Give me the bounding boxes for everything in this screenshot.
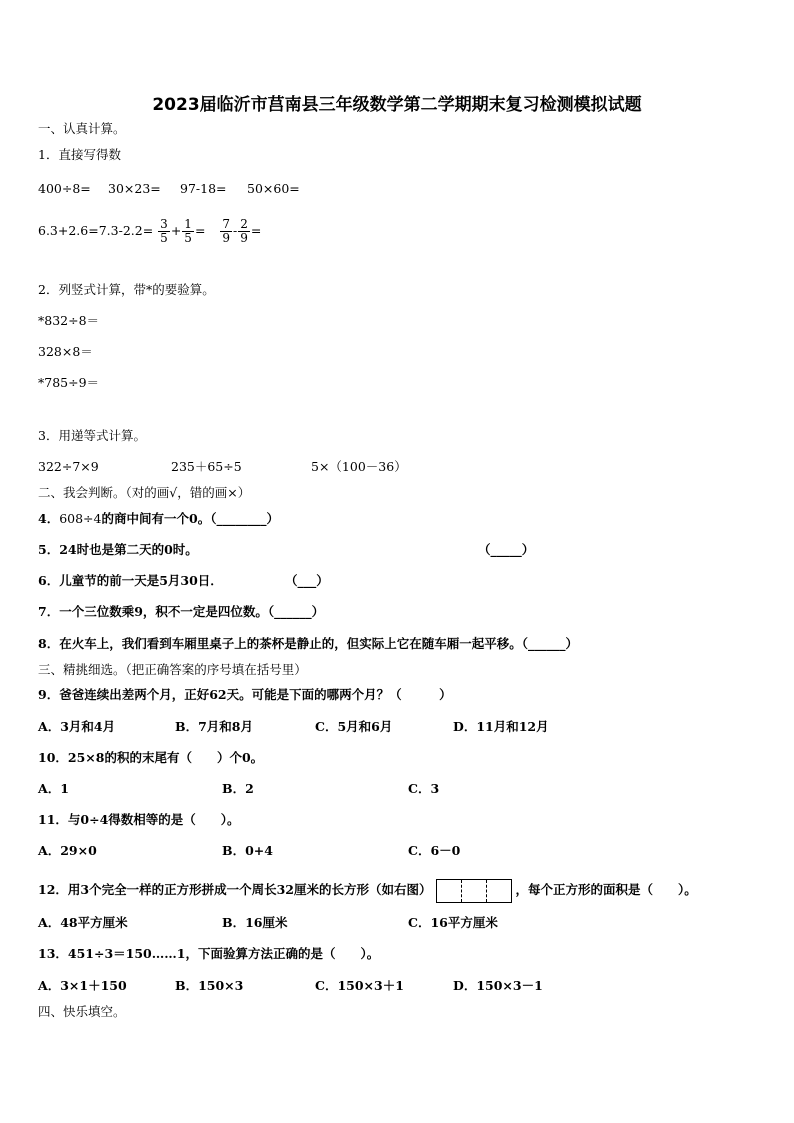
q11-option-c[interactable]: C．6－0	[408, 843, 461, 858]
q10-option-a[interactable]: A．1	[38, 781, 69, 796]
q5-text: 5．24时也是第二天的0时。	[38, 542, 198, 557]
q9-option-d[interactable]: D．11月和12月	[453, 719, 549, 734]
q12-option-b[interactable]: B．16厘米	[222, 915, 288, 930]
q11-option-a[interactable]: A．29×0	[38, 843, 97, 858]
q13-option-c[interactable]: C．150×3＋1	[315, 978, 404, 993]
q1-item-6: 7.3-2.2=	[98, 223, 154, 238]
q9-option-c[interactable]: C．5月和6月	[315, 719, 393, 734]
q12-text: 12．用3个完全一样的正方形拼成一个周长32厘米的长方形（如右图） ，每个正方形的面积是（ ）。	[38, 877, 697, 903]
q2-line-3: *785÷9＝	[38, 375, 100, 390]
q3-item-1: 322÷7×9	[38, 459, 99, 474]
page-title: 2023届临沂市莒南县三年级数学第二学期期末复习检测模拟试题	[152, 95, 642, 115]
q8: 8．在火车上，我们看到车厢里桌子上的茶杯是静止的，但实际上它在随车厢一起平移。（______）	[38, 636, 578, 651]
q13-option-b[interactable]: B．150×3	[175, 978, 244, 993]
section-2-heading: 二、我会判断。（对的画√，错的画×）	[38, 485, 251, 500]
equals-sign: =	[250, 223, 262, 238]
equals-sign: =	[194, 223, 206, 238]
q1-item-5: 6.3+2.6=	[38, 223, 99, 238]
q9-option-b[interactable]: B．7月和8月	[175, 719, 253, 734]
q1-item-4: 50×60=	[247, 181, 300, 196]
fraction-7-9: $\frac{7}{9}$	[222, 217, 231, 245]
q10-option-c[interactable]: C．3	[408, 781, 440, 796]
q5-answer-blank[interactable]: （_____）	[478, 542, 535, 557]
minus-sign: -	[233, 223, 238, 238]
q13-option-d[interactable]: D．150×3－1	[453, 978, 543, 993]
q4: 4．608÷4的商中间有一个0。（________）	[38, 511, 279, 526]
q2-line-1: *832÷8＝	[38, 313, 100, 328]
q7: 7．一个三位数乘9，积不一定是四位数。（______）	[38, 604, 325, 619]
q1-item-2: 30×23=	[108, 181, 161, 196]
q12-option-c[interactable]: C．16平方厘米	[408, 915, 498, 930]
q11-text: 11．与0÷4得数相等的是（ ）。	[38, 812, 240, 827]
q3-item-3: 5×（100－36）	[311, 459, 407, 474]
q1-item-3: 97-18=	[180, 181, 227, 196]
plus-sign: +	[170, 223, 182, 238]
q1-heading: 1．直接写得数	[38, 147, 121, 162]
q9-option-a[interactable]: A．3月和4月	[38, 719, 116, 734]
q2-heading: 2．列竖式计算，带*的要验算。	[38, 282, 215, 297]
q11-option-b[interactable]: B．0+4	[222, 843, 273, 858]
q12-option-a[interactable]: A．48平方厘米	[38, 915, 128, 930]
q6-text: 6．儿童节的前一天是5月30日．	[38, 573, 223, 588]
fraction-2-9: $\frac{2}{9}$	[240, 217, 248, 245]
q13-option-a[interactable]: A．3×1＋150	[38, 978, 127, 993]
section-3-heading: 三、精挑细选。（把正确答案的序号填在括号里）	[38, 662, 307, 677]
q3-item-2: 235＋65÷5	[171, 459, 242, 474]
section-4-heading: 四、快乐填空。	[38, 1004, 126, 1019]
q1-row2	[38, 217, 261, 245]
section-1-heading: 一、认真计算。	[38, 121, 126, 136]
q3-heading: 3．用递等式计算。	[38, 428, 146, 443]
fraction-3-5: $\frac{3}{5}$	[160, 217, 168, 245]
q6-answer-blank[interactable]: （___）	[285, 573, 329, 588]
q10-text: 10．25×8的积的末尾有（ ）个0。	[38, 750, 264, 765]
q1-item-1: 400÷8=	[38, 181, 91, 196]
rectangle-figure	[436, 879, 512, 903]
q9-text: 9．爸爸连续出差两个月，正好62天。可能是下面的哪两个月？（ ）	[38, 687, 452, 702]
q2-line-2: 328×8＝	[38, 344, 93, 359]
q13-text: 13．451÷3＝150……1，下面验算方法正确的是（ ）。	[38, 946, 380, 961]
fraction-1-5: $\frac{1}{5}$	[184, 217, 192, 245]
q10-option-b[interactable]: B．2	[222, 781, 254, 796]
